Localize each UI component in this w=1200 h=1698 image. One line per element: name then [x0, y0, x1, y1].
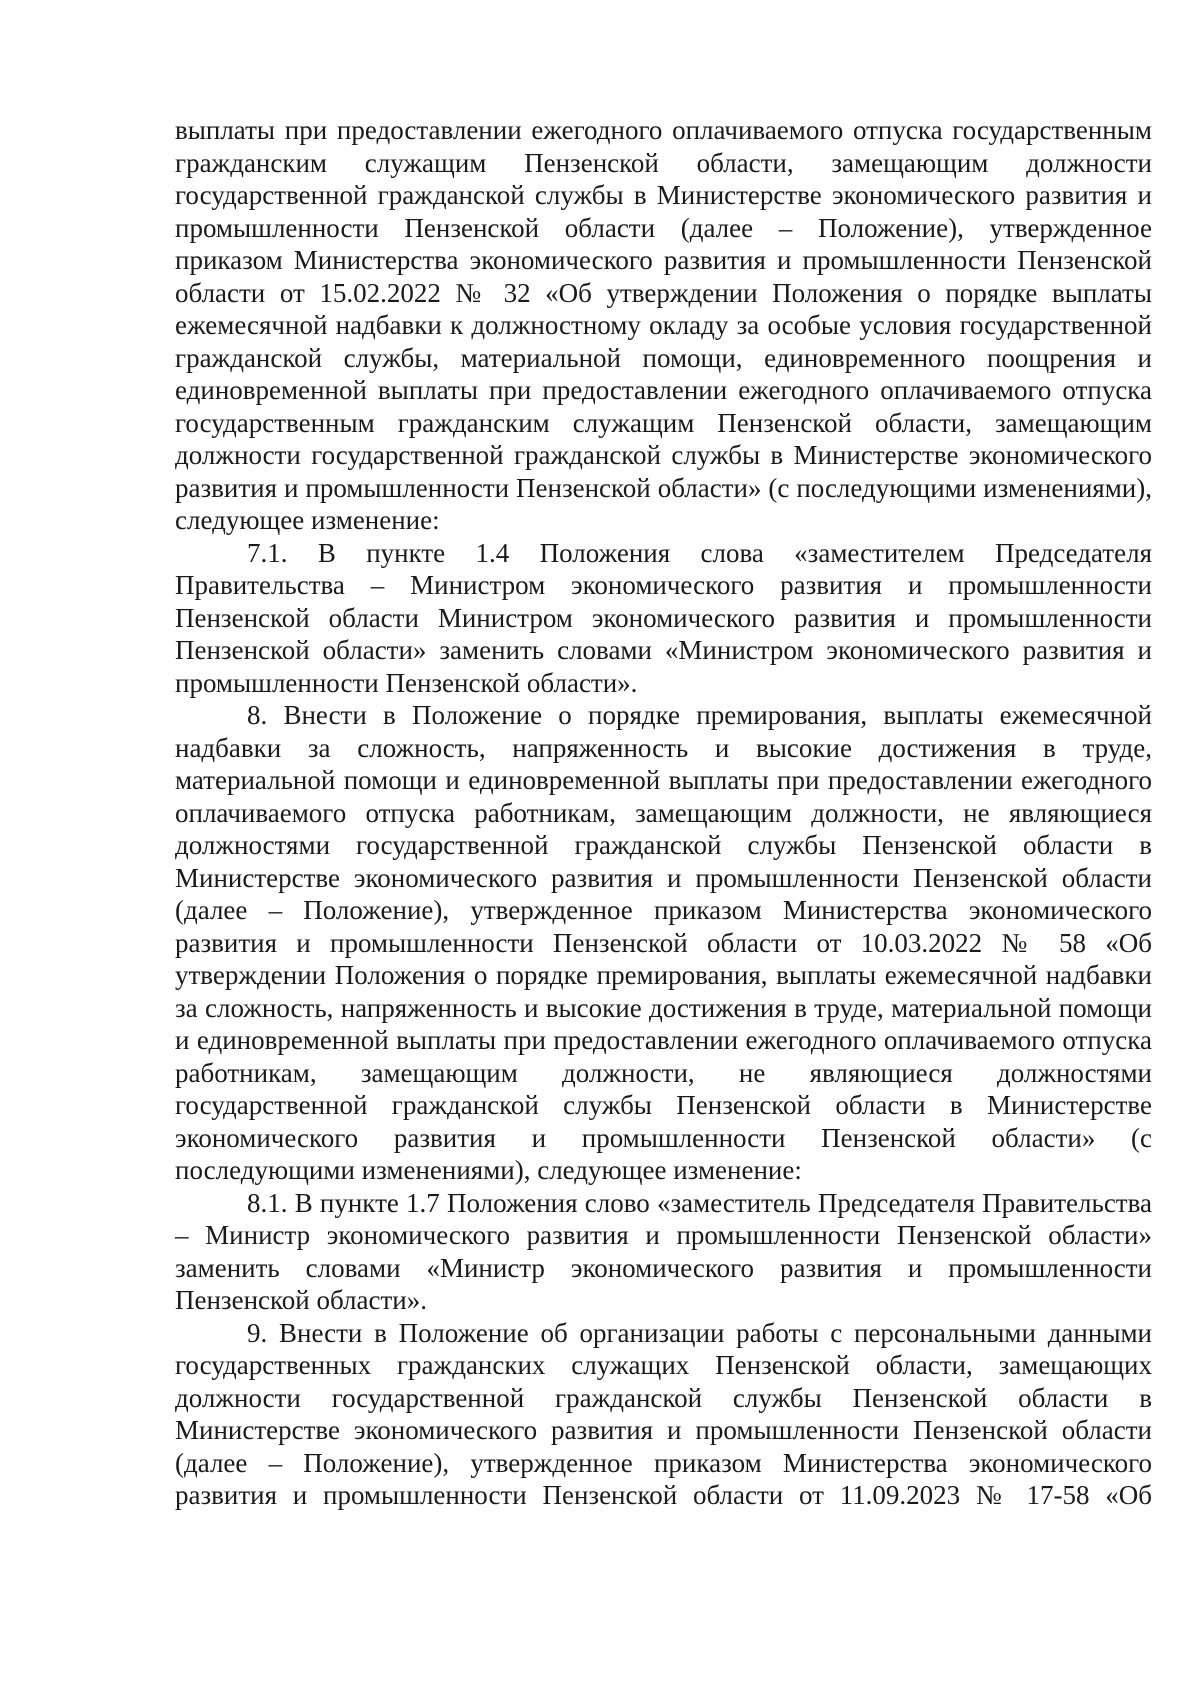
paragraph-9: 9. Внести в Положение об организации работы с персональными данными государственных гражданских служащих Пензенской области, замещающих должности государственной гражданской службы Пензенской области в Министерстве экономического развития и промышленности Пензенской области (далее – Положение), утвержденное приказом Министерства экономического развития и промышленности Пензенской области от 11.09.2023 № 17-58 «Об: [175, 1317, 1152, 1510]
paragraph-8: 8. Внести в Положение о порядке премирования, выплаты ежемесячной надбавки за сложность, напряженность и высокие достижения в труде, материальной помощи и единовременной выплаты при предоставлении ежегодного оплачиваемого отпуска работникам, замещающим должности, не являющиеся должностями государственной гражданской службы Пензенской области в Министерстве экономического развития и промышленности Пензенской области (далее – Положение), утвержденное приказом Министерства экономического развития и промышленности Пензенской области от 10.03.2022 № 58 «Об утверждении Положения о порядке премирования, выплаты ежемесячной надбавки за сложность, напряженность и высокие достижения в труде, материальной помощи и единовременной выплаты при предоставлении ежегодного оплачиваемого отпуска работникам, замещающим должности, не являющиеся должностями государственной гражданской службы Пензенской области в Министерстве экономического развития и промышленности Пензенской области» (с последующими изменениями), следующее изменение:: [175, 700, 1152, 1185]
paragraph-8-1: 8.1. В пункте 1.7 Положения слово «заместитель Председателя Правительства – Министр экономического развития и промышленности Пензенской области» заменить словами «Министр экономического развития и промышленности Пензенской области».: [175, 1187, 1152, 1315]
document-body: [175, 114, 1152, 1512]
paragraph-7-1: 7.1. В пункте 1.4 Положения слова «заместителем Председателя Правительства – Министром экономического развития и промышленности Пензенской области Министром экономического развития и промышленности Пензенской области» заменить словами «Министром экономического развития и промышленности Пензенской области».: [175, 537, 1152, 698]
paragraph-continuation-7: выплаты при предоставлении ежегодного оплачиваемого отпуска государственным гражданским служащим Пензенской области, замещающим должности государственной гражданской службы в Министерстве экономического развития и промышленности Пензенской области (далее – Положение), утвержденное приказом Министерства экономического развития и промышленности Пензенской области от 15.02.2022 № 32 «Об утверждении Положения о порядке выплаты ежемесячной надбавки к должностному окладу за особые условия государственной гражданской службы, материальной помощи, единовременного поощрения и единовременной выплаты при предоставлении ежегодного оплачиваемого отпуска государственным гражданским служащим Пензенской области, замещающим должности государственной гражданской службы в Министерстве экономического развития и промышленности Пензенской области» (с последующими изменениями), следующее изменение:: [175, 115, 1152, 535]
